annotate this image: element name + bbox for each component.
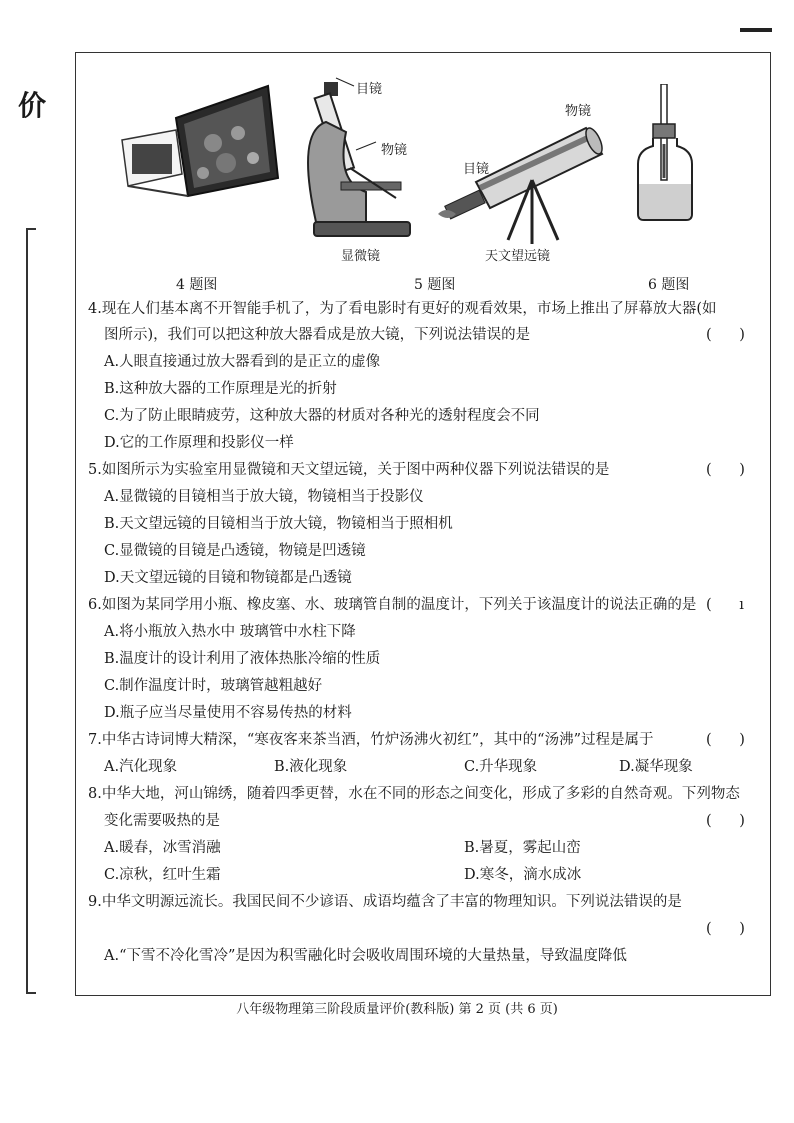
side-binding-bracket: [26, 228, 36, 994]
q8-option-d: D.寒冬，滴水成冰: [464, 867, 582, 883]
q8-stem-line2: 变化需要吸热的是: [104, 813, 220, 829]
page-footer: 八年级物理第三阶段质量评价(教科版) 第 2 页 (共 6 页): [236, 1002, 558, 1017]
microscope-figure: [296, 72, 426, 248]
q6-option-a: A.将小瓶放入热水中 玻璃管中水柱下降: [104, 624, 356, 640]
q8-stem-line1: 8.中华大地，河山锦绣，随着四季更替，水在不同的形态之间变化，形成了多彩的自然奇观。下列物态: [88, 786, 740, 802]
q4-option-d: D.它的工作原理和投影仪一样: [104, 435, 294, 451]
q9-answer-blank: ( ): [706, 921, 745, 937]
q5-option-d: D.天文望远镜的目镜和物镜都是凸透镜: [104, 570, 352, 586]
q7-option-a: A.汽化现象: [104, 759, 178, 775]
q6-stem: 6.如图为某同学用小瓶、橡皮塞、水、玻璃管自制的温度计，下列关于该温度计的说法正确的是: [88, 597, 697, 613]
telescope-name-label: 天文望远镜: [485, 249, 551, 264]
q8-option-b: B.暑夏，雾起山峦: [464, 840, 581, 856]
q5-option-c: C.显微镜的目镜是凸透镜，物镜是凹透镜: [104, 543, 366, 559]
figure-6-caption: 6 题图: [648, 277, 690, 293]
q8-answer-blank: ( ): [706, 813, 745, 829]
q7-stem: 7.中华古诗词博大精深，“寒夜客来茶当酒，竹炉汤沸火初红”，其中的“汤沸”过程是属于: [88, 732, 654, 748]
q7-option-b: B.液化现象: [274, 759, 348, 775]
q5-option-a: A.显微镜的目镜相当于放大镜，物镜相当于投影仪: [104, 489, 424, 505]
telescope-eyepiece-label: 目镜: [463, 162, 490, 177]
microscope-eyepiece-label: 目镜: [356, 82, 383, 97]
q8-option-a: A.暖春，冰雪消融: [104, 840, 221, 856]
q5-stem: 5.如图所示为实验室用显微镜和天文望远镜，关于图中两种仪器下列说法错误的是: [88, 462, 610, 478]
screen-magnifier-figure: [118, 78, 288, 208]
q4-answer-blank: ( ): [706, 327, 745, 343]
figure-4-caption: 4 题图: [176, 277, 218, 293]
q4-option-c: C.为了防止眼睛疲劳，这种放大器的材质对各种光的透射程度会不同: [104, 408, 540, 424]
q5-answer-blank: ( ): [706, 462, 745, 478]
q9-stem: 9.中华文明源远流长。我国民间不少谚语、成语均蕴含了丰富的物理知识。下列说法错误的是: [88, 894, 682, 910]
bottle-thermometer-figure: [636, 84, 694, 226]
q6-option-d: D.瓶子应当尽量使用不容易传热的材料: [104, 705, 352, 721]
q6-option-c: C.制作温度计时，玻璃管越粗越好: [104, 678, 323, 694]
corner-mark: [740, 28, 772, 32]
microscope-name-label: 显微镜: [341, 249, 381, 264]
telescope-figure: [436, 110, 616, 250]
q6-answer-blank: ( ı: [706, 597, 744, 613]
q7-option-c: C.升华现象: [464, 759, 538, 775]
q4-option-a: A.人眼直接通过放大器看到的是正立的虚像: [104, 354, 381, 370]
side-margin-char: 价: [18, 89, 47, 122]
q7-option-d: D.凝华现象: [619, 759, 693, 775]
telescope-objective-label: 物镜: [565, 104, 592, 119]
microscope-objective-label: 物镜: [381, 143, 408, 158]
q9-option-a: A.“下雪不冷化雪冷”是因为积雪融化时会吸收周围环境的大量热量，导致温度降低: [104, 948, 627, 964]
figure-5-caption: 5 题图: [414, 277, 456, 293]
q5-option-b: B.天文望远镜的目镜相当于放大镜，物镜相当于照相机: [104, 516, 453, 532]
q8-option-c: C.凉秋，红叶生霜: [104, 867, 221, 883]
q4-option-b: B.这种放大器的工作原理是光的折射: [104, 381, 337, 397]
q7-answer-blank: ( ): [706, 732, 745, 748]
q4-stem-line1: 4.现在人们基本离不开智能手机了，为了看电影时有更好的观看效果，市场上推出了屏幕放大器(如: [88, 301, 717, 317]
q6-option-b: B.温度计的设计利用了液体热胀冷缩的性质: [104, 651, 381, 667]
q4-stem-line2: 图所示)，我们可以把这种放大器看成是放大镜，下列说法错误的是: [104, 327, 531, 343]
